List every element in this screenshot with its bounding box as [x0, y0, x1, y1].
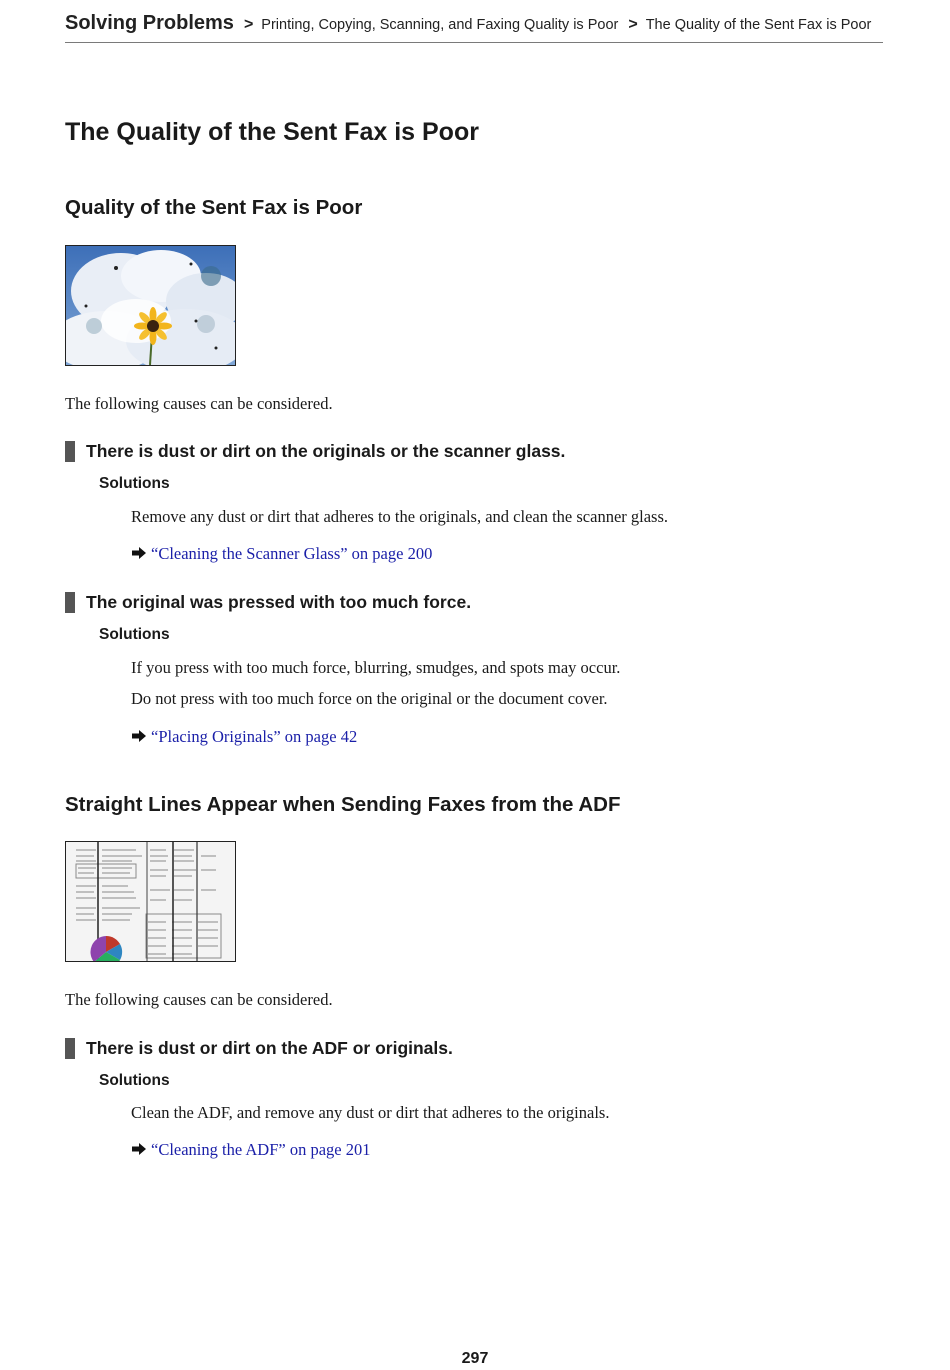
solution-text: Remove any dust or dirt that adheres to the originals, and clean the scanner glass.: [131, 507, 669, 526]
breadcrumb-separator: >: [243, 16, 254, 33]
cause-heading: [65, 1038, 453, 1060]
arrow-right-icon: [131, 546, 147, 560]
cause-marker: [65, 441, 75, 462]
link-text[interactable]: “Cleaning the Scanner Glass” on page 200: [151, 544, 433, 563]
breadcrumb-separator: >: [628, 16, 638, 33]
cause-heading: [65, 441, 565, 463]
cause-title: The original was pressed with too much force.: [86, 592, 472, 612]
solutions-label: Solutions: [99, 626, 170, 643]
link-text[interactable]: “Placing Originals” on page 42: [151, 727, 358, 746]
reference-link[interactable]: [131, 727, 357, 747]
arrow-right-icon: [131, 1142, 147, 1156]
intro-text: The following causes can be considered.: [65, 394, 333, 413]
cause-marker: [65, 1038, 75, 1059]
sunflower-with-spots-image: [65, 245, 236, 366]
document-with-lines-image: [65, 841, 236, 962]
page-title: The Quality of the Sent Fax is Poor: [65, 118, 479, 146]
reference-link[interactable]: [131, 544, 432, 564]
arrow-right-icon: [131, 729, 147, 743]
link-text[interactable]: “Cleaning the ADF” on page 201: [151, 1140, 371, 1159]
solutions-label: Solutions: [99, 475, 170, 492]
solution-text: Clean the ADF, and remove any dust or dirt that adheres to the originals.: [131, 1103, 610, 1122]
cause-heading: [65, 592, 471, 614]
breadcrumb-section[interactable]: Solving Problems: [65, 12, 234, 34]
cause-title: There is dust or dirt on the originals or the scanner glass.: [86, 441, 566, 461]
intro-text: The following causes can be considered.: [65, 990, 333, 1009]
cause-title: There is dust or dirt on the ADF or originals.: [86, 1038, 453, 1058]
page-number: 297: [461, 1350, 489, 1367]
cause-marker: [65, 592, 75, 613]
breadcrumb-item-current: The Quality of the Sent Fax is Poor: [645, 17, 872, 33]
section-heading: Quality of the Sent Fax is Poor: [65, 196, 363, 219]
solution-text: If you press with too much force, blurring, smudges, and spots may occur.: [131, 658, 621, 677]
reference-link[interactable]: [131, 1140, 371, 1160]
solution-text: Do not press with too much force on the original or the document cover.: [131, 689, 608, 708]
breadcrumb: [65, 12, 883, 43]
breadcrumb-item[interactable]: Printing, Copying, Scanning, and Faxing Quality is Poor: [261, 17, 619, 33]
solutions-label: Solutions: [99, 1072, 170, 1089]
section-heading: Straight Lines Appear when Sending Faxes from the ADF: [65, 793, 621, 816]
